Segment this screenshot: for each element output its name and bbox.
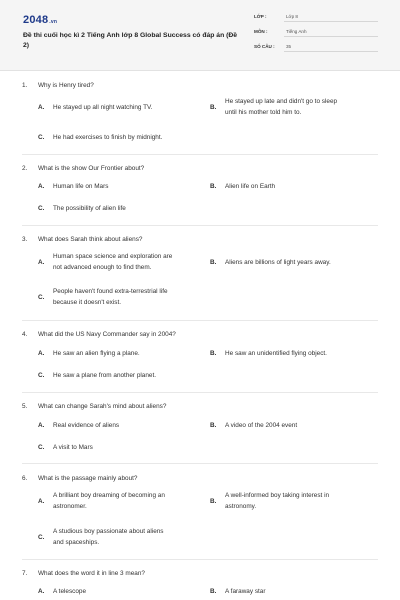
option-text: until his mother told him to.: [225, 109, 302, 116]
answer-option-b[interactable]: [210, 257, 382, 268]
question-divider: [22, 225, 378, 226]
question-text: What does the word it in line 3 mean?: [38, 570, 145, 577]
answer-option-a[interactable]: [38, 181, 210, 192]
question-5: [22, 403, 166, 410]
question-text: What does Sarah think about aliens?: [38, 236, 143, 243]
option-letter: B.: [210, 350, 217, 357]
question-number: 3.: [22, 236, 28, 243]
answer-option-c[interactable]: [38, 286, 210, 308]
question-1: [22, 82, 94, 89]
option-letter: A.: [38, 104, 45, 111]
option-letter: A.: [38, 497, 45, 505]
option-text: People haven't found extra-terrestrial life: [53, 288, 168, 295]
option-text: He stayed up late and didn't go to sleep: [225, 98, 338, 105]
question-text: What is the show Our Frontier about?: [38, 165, 145, 172]
answer-option-a[interactable]: [38, 251, 210, 273]
option-text: A visit to Mars: [53, 444, 93, 451]
exam-title: Đề thi cuối học kì 2 Tiếng Anh lớp 8 Global Success có đáp án (Đề 2): [23, 32, 238, 49]
page-header: [0, 0, 400, 71]
option-text: Real evidence of aliens: [53, 422, 120, 429]
question-3: [22, 236, 142, 243]
option-letter: B.: [210, 183, 217, 190]
question-7: [22, 570, 145, 577]
option-text: Aliens are billions of light years away.: [225, 259, 331, 266]
option-text: A well-informed boy taking interest in: [225, 492, 330, 499]
question-6: [22, 475, 137, 482]
question-number: 6.: [22, 475, 28, 482]
option-letter: A.: [38, 350, 45, 357]
site-logo[interactable]: 2048.vn: [23, 14, 58, 26]
answer-option-a[interactable]: [38, 490, 210, 512]
option-text: He saw a plane from another planet.: [53, 372, 157, 379]
question-divider: [22, 320, 378, 321]
option-text: He had exercises to finish by midnight.: [53, 134, 163, 141]
exam-meta: [254, 14, 378, 59]
option-text: A telescope: [53, 588, 87, 595]
answer-option-a[interactable]: [38, 586, 210, 597]
answer-option-a[interactable]: [38, 102, 210, 113]
option-letter: B.: [210, 588, 217, 595]
answer-option-c[interactable]: [38, 370, 210, 381]
answer-option-b[interactable]: [210, 348, 382, 359]
answer-option-b[interactable]: [210, 181, 382, 192]
option-letter: A.: [38, 422, 45, 429]
option-text: He stayed up all night watching TV.: [53, 104, 153, 111]
answer-option-c[interactable]: [38, 442, 210, 453]
question-divider: [22, 154, 378, 155]
option-text: A faraway star: [225, 588, 266, 595]
meta-row-question-count: SỐ CÂU : 35: [254, 44, 378, 59]
question-2: [22, 165, 144, 172]
question-number: 5.: [22, 403, 28, 410]
option-text: The possibility of alien life: [53, 205, 126, 212]
option-text: A video of the 2004 event: [225, 422, 298, 429]
option-letter: A.: [38, 588, 45, 595]
option-letter: B.: [210, 103, 217, 111]
option-text: Human space science and exploration are: [53, 253, 173, 260]
question-4: [22, 331, 176, 338]
option-letter: B.: [210, 422, 217, 429]
answer-option-c[interactable]: [38, 526, 210, 548]
option-letter: B.: [210, 497, 217, 505]
option-letter: C.: [38, 444, 45, 451]
option-letter: C.: [38, 205, 45, 212]
question-text: What is the passage mainly about?: [38, 475, 138, 482]
option-letter: C.: [38, 533, 45, 541]
option-letter: A.: [38, 183, 45, 190]
option-text: astronomy.: [225, 503, 257, 510]
option-letter: B.: [210, 259, 217, 266]
option-text: not advanced enough to find them.: [53, 264, 152, 271]
question-text: Why is Henry tired?: [38, 82, 94, 89]
answer-option-c[interactable]: [38, 203, 210, 214]
option-text: because it doesn't exist.: [53, 299, 122, 306]
question-divider: [22, 559, 378, 560]
option-text: and spaceships.: [53, 539, 100, 546]
question-divider: [22, 392, 378, 393]
answer-option-b[interactable]: [210, 586, 382, 597]
option-text: Alien life on Earth: [225, 183, 276, 190]
option-text: astronomer.: [53, 503, 87, 510]
answer-option-a[interactable]: [38, 348, 210, 359]
option-text: A brilliant boy dreaming of becoming an: [53, 492, 165, 499]
question-number: 1.: [22, 82, 28, 89]
option-letter: A.: [38, 258, 45, 266]
option-text: A studious boy passionate about aliens: [53, 528, 164, 535]
answer-option-b[interactable]: [210, 490, 382, 512]
question-text: What can change Sarah's mind about aliens?: [38, 403, 167, 410]
option-text: He saw an alien flying a plane.: [53, 350, 140, 357]
answer-option-c[interactable]: [38, 132, 210, 143]
answer-option-b[interactable]: [210, 420, 382, 431]
question-number: 2.: [22, 165, 28, 172]
answer-option-a[interactable]: [38, 420, 210, 431]
meta-row-class: LỚP : Lớp 8: [254, 14, 378, 29]
option-letter: C.: [38, 372, 45, 379]
option-letter: C.: [38, 293, 45, 301]
option-text: Human life on Mars: [53, 183, 109, 190]
option-text: He saw an unidentified flying object.: [225, 350, 327, 357]
question-number: 4.: [22, 331, 28, 338]
question-number: 7.: [22, 570, 28, 577]
answer-option-b[interactable]: [210, 96, 382, 118]
meta-row-subject: MÔN : Tiếng Anh: [254, 29, 378, 44]
question-divider: [22, 463, 378, 464]
question-text: What did the US Navy Commander say in 2004?: [38, 331, 176, 338]
option-letter: C.: [38, 134, 45, 141]
